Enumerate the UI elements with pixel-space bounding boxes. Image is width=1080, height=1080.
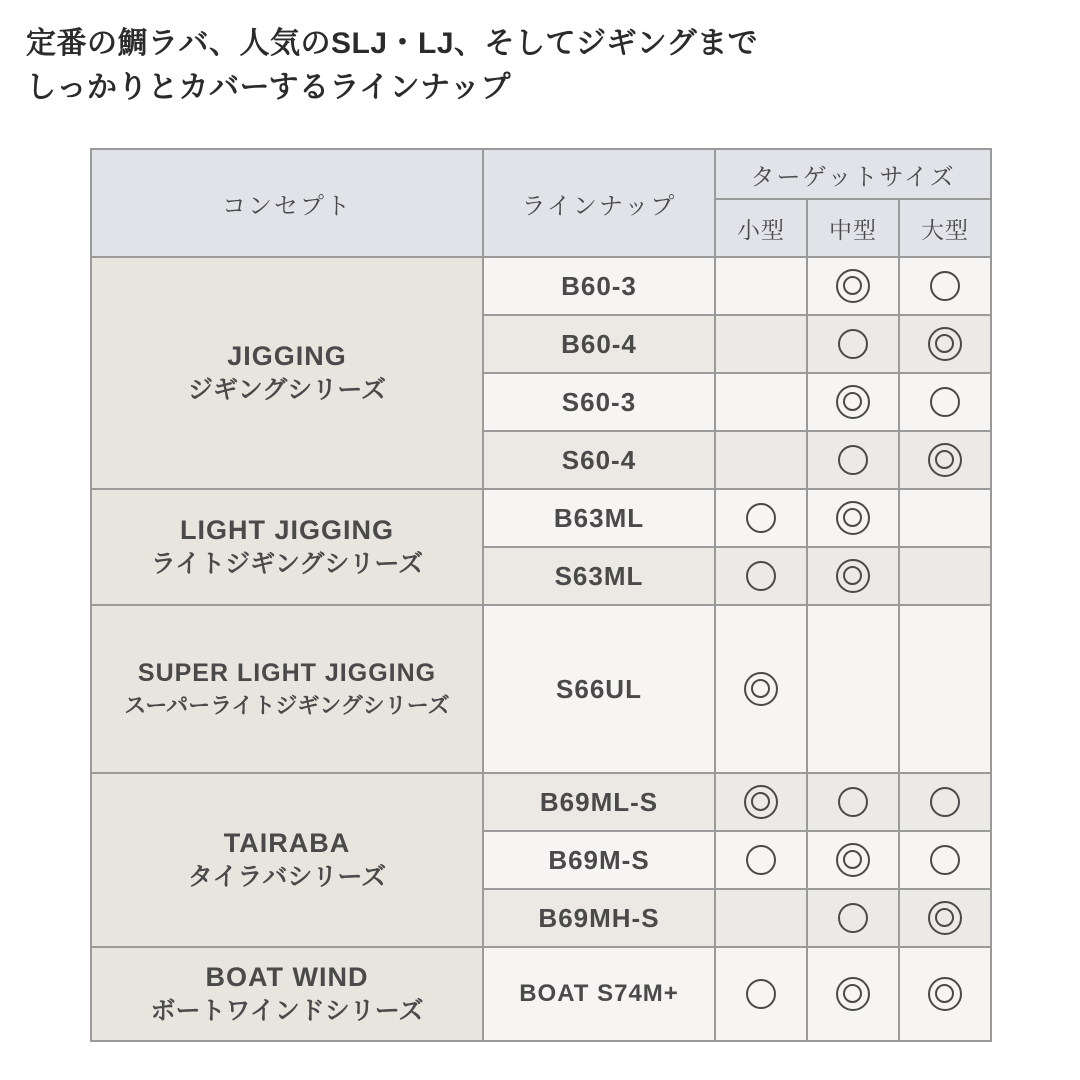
double-circle-icon xyxy=(836,501,870,535)
double-circle-icon xyxy=(744,672,778,706)
mark-mid xyxy=(807,947,899,1041)
concept-cell-super-light-jigging xyxy=(91,605,483,773)
concept-en: TAIRABA xyxy=(223,827,351,858)
concept-jp: スーパーライトジギングシリーズ xyxy=(124,693,450,719)
mark-large xyxy=(899,947,991,1041)
mark-mid xyxy=(807,431,899,489)
lineup-cell: S60-4 xyxy=(483,431,715,489)
concept-jp: タイラバシリーズ xyxy=(187,863,387,892)
mark-small xyxy=(715,373,807,431)
mark-mid xyxy=(807,257,899,315)
lineup-cell: S60-3 xyxy=(483,373,715,431)
page-title-line-1: 定番の鯛ラバ、人気のSLJ・LJ、そしてジギングまで xyxy=(26,27,759,60)
table-row xyxy=(91,773,991,831)
mark-small xyxy=(715,431,807,489)
circle-icon xyxy=(838,787,868,817)
lineup-cell: B69MH-S xyxy=(483,889,715,947)
concept-cell-light-jigging xyxy=(91,489,483,605)
double-circle-icon xyxy=(928,327,962,361)
spec-table xyxy=(90,148,992,1042)
circle-icon xyxy=(838,903,868,933)
circle-icon xyxy=(930,845,960,875)
double-circle-icon xyxy=(836,977,870,1011)
circle-icon xyxy=(746,503,776,533)
double-circle-icon xyxy=(928,977,962,1011)
lineup-cell: BOAT S74M+ xyxy=(483,947,715,1041)
mark-large xyxy=(899,831,991,889)
table-header-row-1 xyxy=(91,149,991,199)
double-circle-icon xyxy=(836,385,870,419)
mark-mid xyxy=(807,373,899,431)
mark-small xyxy=(715,773,807,831)
mark-mid xyxy=(807,773,899,831)
table-row xyxy=(91,257,991,315)
header-lineup: ラインナップ xyxy=(483,149,715,257)
mark-large xyxy=(899,373,991,431)
mark-small xyxy=(715,489,807,547)
circle-icon xyxy=(930,271,960,301)
concept-cell-tairaba xyxy=(91,773,483,947)
lineup-cell: S66UL xyxy=(483,605,715,773)
header-concept: コンセプト xyxy=(91,149,483,257)
mark-large xyxy=(899,773,991,831)
circle-icon xyxy=(838,445,868,475)
table-head xyxy=(91,149,991,257)
mark-large xyxy=(899,547,991,605)
concept-cell-boat-wind xyxy=(91,947,483,1041)
circle-icon xyxy=(746,561,776,591)
circle-icon xyxy=(838,329,868,359)
table-row xyxy=(91,489,991,547)
double-circle-icon xyxy=(928,901,962,935)
double-circle-icon xyxy=(836,559,870,593)
mark-small xyxy=(715,831,807,889)
header-target-size: ターゲットサイズ xyxy=(715,149,991,199)
mark-mid xyxy=(807,489,899,547)
lineup-cell: B69M-S xyxy=(483,831,715,889)
double-circle-icon xyxy=(836,269,870,303)
double-circle-icon xyxy=(928,443,962,477)
mark-small xyxy=(715,547,807,605)
circle-icon xyxy=(746,845,776,875)
mark-mid xyxy=(807,547,899,605)
mark-large xyxy=(899,889,991,947)
header-size-small: 小型 xyxy=(715,199,807,257)
concept-en: LIGHT JIGGING xyxy=(179,514,394,545)
concept-en: SUPER LIGHT JIGGING xyxy=(137,659,437,688)
header-size-large: 大型 xyxy=(899,199,991,257)
mark-large xyxy=(899,315,991,373)
mark-small xyxy=(715,315,807,373)
mark-large xyxy=(899,605,991,773)
mark-large xyxy=(899,431,991,489)
mark-small xyxy=(715,947,807,1041)
mark-mid xyxy=(807,315,899,373)
circle-icon xyxy=(746,979,776,1009)
concept-en: BOAT WIND xyxy=(205,961,369,992)
page-title-line-2: しっかりとカバーするラインナップ xyxy=(26,71,511,105)
mark-small xyxy=(715,605,807,773)
double-circle-icon xyxy=(744,785,778,819)
lineup-cell: B69ML-S xyxy=(483,773,715,831)
table-row xyxy=(91,605,991,773)
table-row xyxy=(91,947,991,1041)
mark-mid xyxy=(807,831,899,889)
lineup-cell: B63ML xyxy=(483,489,715,547)
circle-icon xyxy=(930,787,960,817)
concept-cell-jigging xyxy=(91,257,483,489)
lineup-cell: S63ML xyxy=(483,547,715,605)
concept-jp: ライトジギングシリーズ xyxy=(150,550,424,579)
concept-jp: ボートワインドシリーズ xyxy=(150,997,424,1026)
table-body xyxy=(91,257,991,1041)
concept-en: JIGGING xyxy=(227,340,347,371)
lineup-cell: B60-3 xyxy=(483,257,715,315)
lineup-cell: B60-4 xyxy=(483,315,715,373)
mark-mid xyxy=(807,889,899,947)
mark-large xyxy=(899,489,991,547)
mark-mid xyxy=(807,605,899,773)
mark-large xyxy=(899,257,991,315)
page-title xyxy=(26,22,1056,111)
concept-jp: ジギングシリーズ xyxy=(187,376,386,405)
spec-table-container xyxy=(90,148,990,1042)
mark-small xyxy=(715,257,807,315)
double-circle-icon xyxy=(836,843,870,877)
circle-icon xyxy=(930,387,960,417)
mark-small xyxy=(715,889,807,947)
header-size-mid: 中型 xyxy=(807,199,899,257)
